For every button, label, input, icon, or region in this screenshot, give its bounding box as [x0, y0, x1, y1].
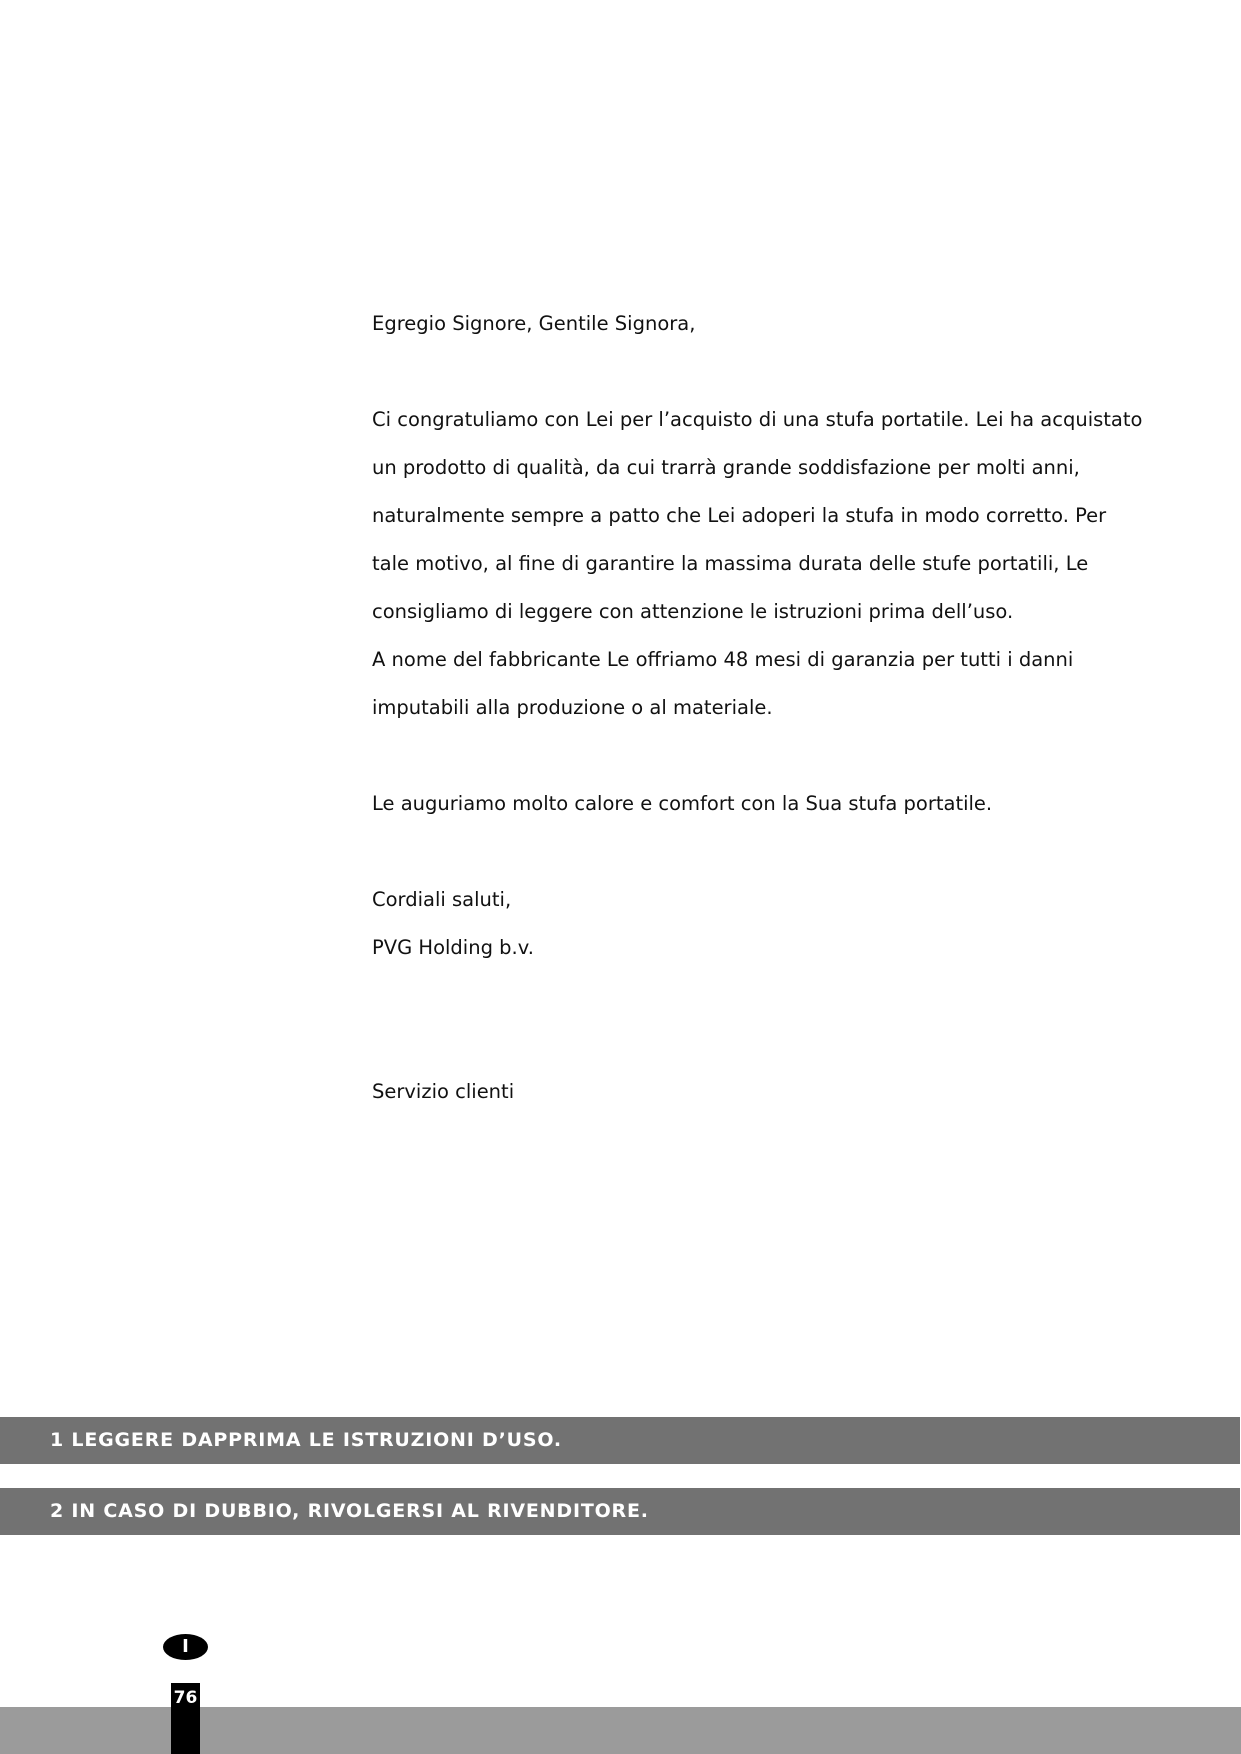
spacer: [372, 348, 1132, 396]
notice-bar-contact-dealer: 2 IN CASO DI DUBBIO, RIVOLGERSI AL RIVENDITORE.: [0, 1488, 1240, 1535]
paragraph-line: imputabili alla produzione o al materiale.: [372, 696, 773, 719]
paragraph-line: A nome del fabbricante Le offriamo 48 mesi di garanzia per tutti i danni: [372, 648, 1074, 671]
paragraph-line: un prodotto di qualità, da cui trarrà grande soddisfazione per molti anni,: [372, 456, 1080, 479]
spacer: [372, 732, 1132, 780]
letter-body: [372, 300, 1143, 1116]
notice-bar-read-instructions: 1 LEGGERE DAPPRIMA LE ISTRUZIONI D’USO.: [0, 1417, 1240, 1464]
closing: Cordiali saluti,: [372, 888, 512, 911]
wishes-paragraph: Le auguriamo molto calore e comfort con la Sua stufa portatile.: [372, 792, 993, 815]
paragraph-line: Ci congratuliamo con Lei per l’acquisto di una stufa portatile. Lei ha acquistato: [372, 408, 1143, 431]
language-badge: I: [163, 1634, 208, 1660]
spacer: [372, 828, 1132, 876]
paragraph-line: tale motivo, al fine di garantire la massima durata delle stufe portatili, Le: [372, 552, 1089, 575]
spacer: [372, 972, 1132, 1068]
page-number: 76: [171, 1683, 200, 1754]
department-name: Servizio clienti: [372, 1080, 515, 1103]
company-name: PVG Holding b.v.: [372, 936, 534, 959]
paragraph-line: consigliamo di leggere con attenzione le istruzioni prima dell’uso.: [372, 600, 1014, 623]
paragraph-line: naturalmente sempre a patto che Lei adoperi la stufa in modo corretto. Per: [372, 504, 1107, 527]
salutation: Egregio Signore, Gentile Signora,: [372, 312, 696, 335]
